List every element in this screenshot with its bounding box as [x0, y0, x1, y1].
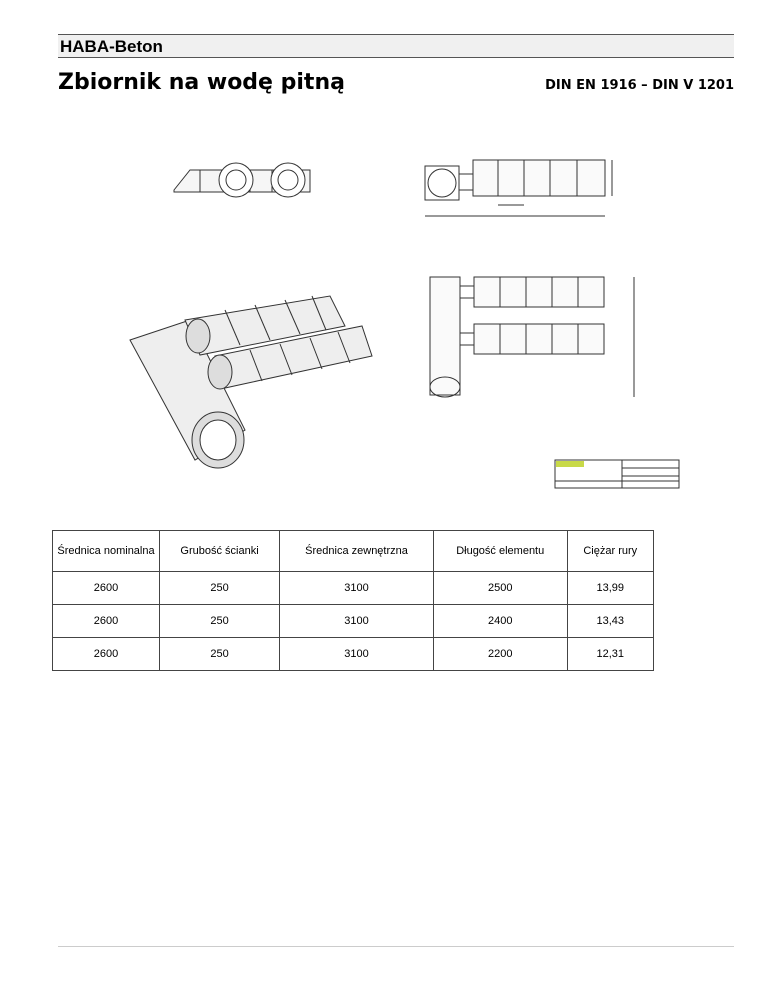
plan-view-drawing: [425, 160, 612, 216]
column-header: Średnica nominalna: [53, 531, 160, 572]
footer-divider: [58, 946, 734, 947]
table-header-row: [53, 531, 654, 572]
column-header: Długość elementu: [433, 531, 567, 572]
brand-name: HABA-Beton: [60, 37, 163, 56]
table-cell: 2600: [53, 605, 160, 638]
table-cell: 250: [160, 638, 280, 671]
column-header: Grubość ścianki: [160, 531, 280, 572]
table-cell: 2500: [433, 572, 567, 605]
table-cell: 2200: [433, 638, 567, 671]
table-row: [53, 638, 654, 671]
specification-table: [52, 530, 654, 671]
table-cell: 13,99: [567, 572, 653, 605]
table-row: [53, 572, 654, 605]
table-cell: 250: [160, 572, 280, 605]
table-cell: 12,31: [567, 638, 653, 671]
drawing-title-block: [555, 460, 679, 488]
isometric-pipe-drawing: [130, 296, 372, 468]
table-cell: 3100: [280, 572, 434, 605]
page-title: Zbiornik na wodę pitną: [58, 70, 345, 95]
table-cell: 3100: [280, 638, 434, 671]
table-cell: 250: [160, 605, 280, 638]
table-cell: 13,43: [567, 605, 653, 638]
table-cell: 2600: [53, 572, 160, 605]
side-view-drawing: [174, 163, 310, 197]
table-cell: 3100: [280, 605, 434, 638]
table-row: [53, 605, 654, 638]
column-header: Średnica zewnętrzna: [280, 531, 434, 572]
table-cell: 2400: [433, 605, 567, 638]
standard-label: DIN EN 1916 – DIN V 1201: [545, 78, 734, 93]
double-plan-view-drawing: [430, 277, 634, 397]
column-header: Ciężar rury: [567, 531, 653, 572]
table-cell: 2600: [53, 638, 160, 671]
